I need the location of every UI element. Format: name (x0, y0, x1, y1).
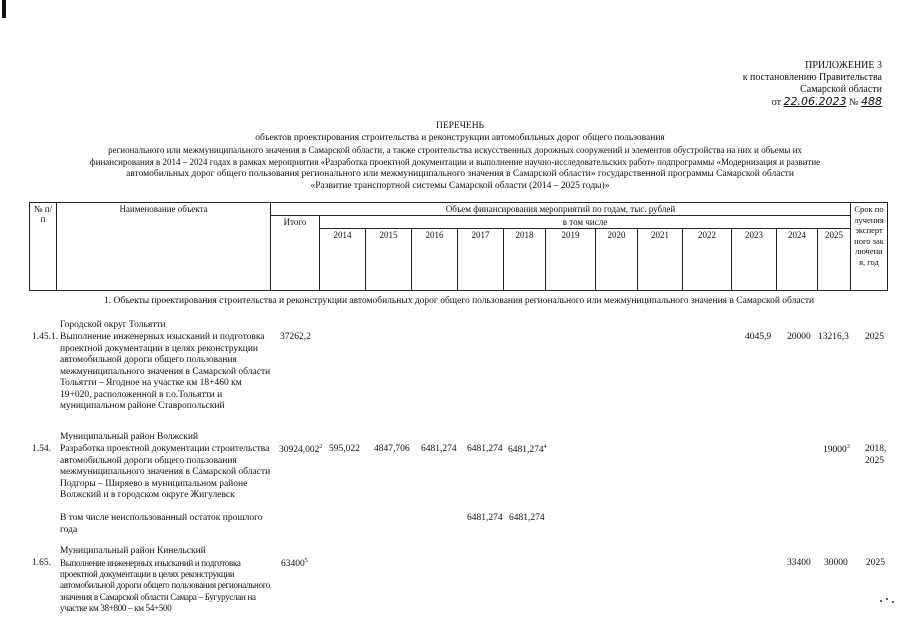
header-year: 2023 (732, 229, 777, 291)
header-including: в том числе (320, 216, 851, 229)
header-year: 2019 (546, 229, 596, 291)
appendix-title: ПРИЛОЖЕНИЕ 3 (805, 60, 882, 71)
page-edge-mark (2, 0, 6, 18)
row-total: 63400$^5$ (281, 558, 308, 570)
row-sub-2017: 6481,274 (467, 513, 503, 523)
header-year: 2021 (638, 229, 683, 291)
row-object-name: Разработка проектной документации строительства автомобильной дороги общего пользования межмуниципального значения в Самарской области Подгоры – Ширяево в муниципальном районе Волжский и в городском округе Жигулевск (60, 444, 271, 500)
row-2025: 19000$^3$ (823, 444, 850, 456)
row-area: Муниципальный район Кинельский (60, 546, 206, 556)
document-title (40, 120, 880, 192)
title-heading: ПЕРЕЧЕНЬ (435, 121, 485, 131)
header-funding: Объем финансирования мероприятий по годам, тыс. рублей (271, 203, 851, 216)
header-year: 2014 (320, 229, 366, 291)
row-2024: 33400 (787, 558, 811, 568)
row-deadline: 2018, 2025 (865, 444, 887, 466)
header-total: Итого (271, 216, 320, 291)
title-line-5: «Развитие транспортной системы Самарской области (2014 – 2025 годы)» (310, 181, 610, 191)
appendix-region: Самарской области (800, 84, 882, 95)
row-object-name: Выполнение инженерных изысканий и подготовка проектной документации в целях реконструкции автомобильной дороги общего пользования межмуниципального значения в Самарской области Тольятти – Ягодное на участке км 18+460 км 19+020, расположенной в г.о.Тольятти и муниципальном районе Ставропольский (60, 332, 271, 411)
row-2016: 6481,274 (421, 444, 457, 454)
title-line-4: автомобильных дорог общего пользования регионального или межмуниципального значения в Самарской области» государственной программы Самарской области (126, 169, 794, 179)
row-2017: 6481,274 (467, 444, 503, 454)
row-object-name: Выполнение инженерных изысканий и подготовка проектной документации в целях реконструкции автомобильной дороги общего пользования регионального значения в Самарской области Самара – Бугуруслан на участке км 38+800 – км 54+500 (60, 558, 271, 613)
header-num: № п/п (30, 203, 57, 291)
row-2025: 30000 (824, 558, 848, 568)
scan-speck (892, 601, 894, 603)
appendix-number: 488 (861, 95, 882, 108)
row-sub-label: В том числе неиспользованный остаток прошлого года (60, 513, 263, 535)
header-year: 2015 (366, 229, 412, 291)
header-deadline: Срок получения экспертного заключения, год (851, 203, 888, 291)
header-year: 2025 (818, 229, 851, 291)
header-year: 2018 (504, 229, 546, 291)
header-year: 2016 (412, 229, 458, 291)
header-year: 2020 (596, 229, 638, 291)
row-number: 1.65. (32, 558, 51, 568)
header-year: 2017 (458, 229, 504, 291)
row-number: 1.54. (32, 444, 51, 454)
row-deadline: 2025 (866, 558, 885, 568)
row-2023: 4045,9 (745, 332, 772, 342)
title-line-2: регионального или межмуниципального значения в Самарской области, а также строительства искусственных дорожных сооружений и элементов обустройства на них и объемы их (108, 145, 802, 155)
row-total: 37262,2 (280, 332, 311, 342)
title-line-1: объектов проектирования строительства и реконструкции автомобильных дорог общего пользования (255, 133, 665, 143)
funding-table-header (29, 202, 888, 291)
row-sub-2018: 6481,274 (509, 513, 545, 523)
title-line-3: финансирования в 2014 – 2024 годах в рамках мероприятия «Разработка проектной документации и выполнение научно-исследовательских работ» подпрограммы «Модернизация и развитие (89, 157, 821, 167)
appendix-reference: к постановлению Правительства (742, 72, 882, 83)
row-2018: 6481,274$^4$ (508, 444, 547, 456)
header-year: 2024 (777, 229, 818, 291)
appendix-header (743, 60, 882, 109)
row-2014: 595,022 (329, 444, 360, 454)
header-year: 2022 (683, 229, 732, 291)
row-2025: 13216,3 (818, 332, 849, 342)
row-total: 30924,002$^2$ (279, 444, 323, 456)
row-2024: 20000 (787, 332, 811, 342)
row-area: Городской округ Тольятти (60, 320, 166, 330)
appendix-date-line: от 22.06.2023 № 488 (771, 95, 882, 108)
scan-speck (886, 598, 888, 600)
row-number: 1.45.1. (32, 332, 59, 342)
row-2015: 4847,706 (374, 444, 410, 454)
header-name: Наименование объекта (57, 203, 271, 291)
row-deadline: 2025 (865, 332, 884, 342)
row-area: Муниципальный район Волжский (60, 432, 199, 442)
appendix-date: 22.06.2023 (783, 95, 847, 108)
section-title: 1. Объекты проектирования строительства и реконструкции автомобильных дорог общего пользования регионального или межмуниципального значения в Самарской области (104, 296, 815, 306)
scan-speck (880, 600, 882, 602)
